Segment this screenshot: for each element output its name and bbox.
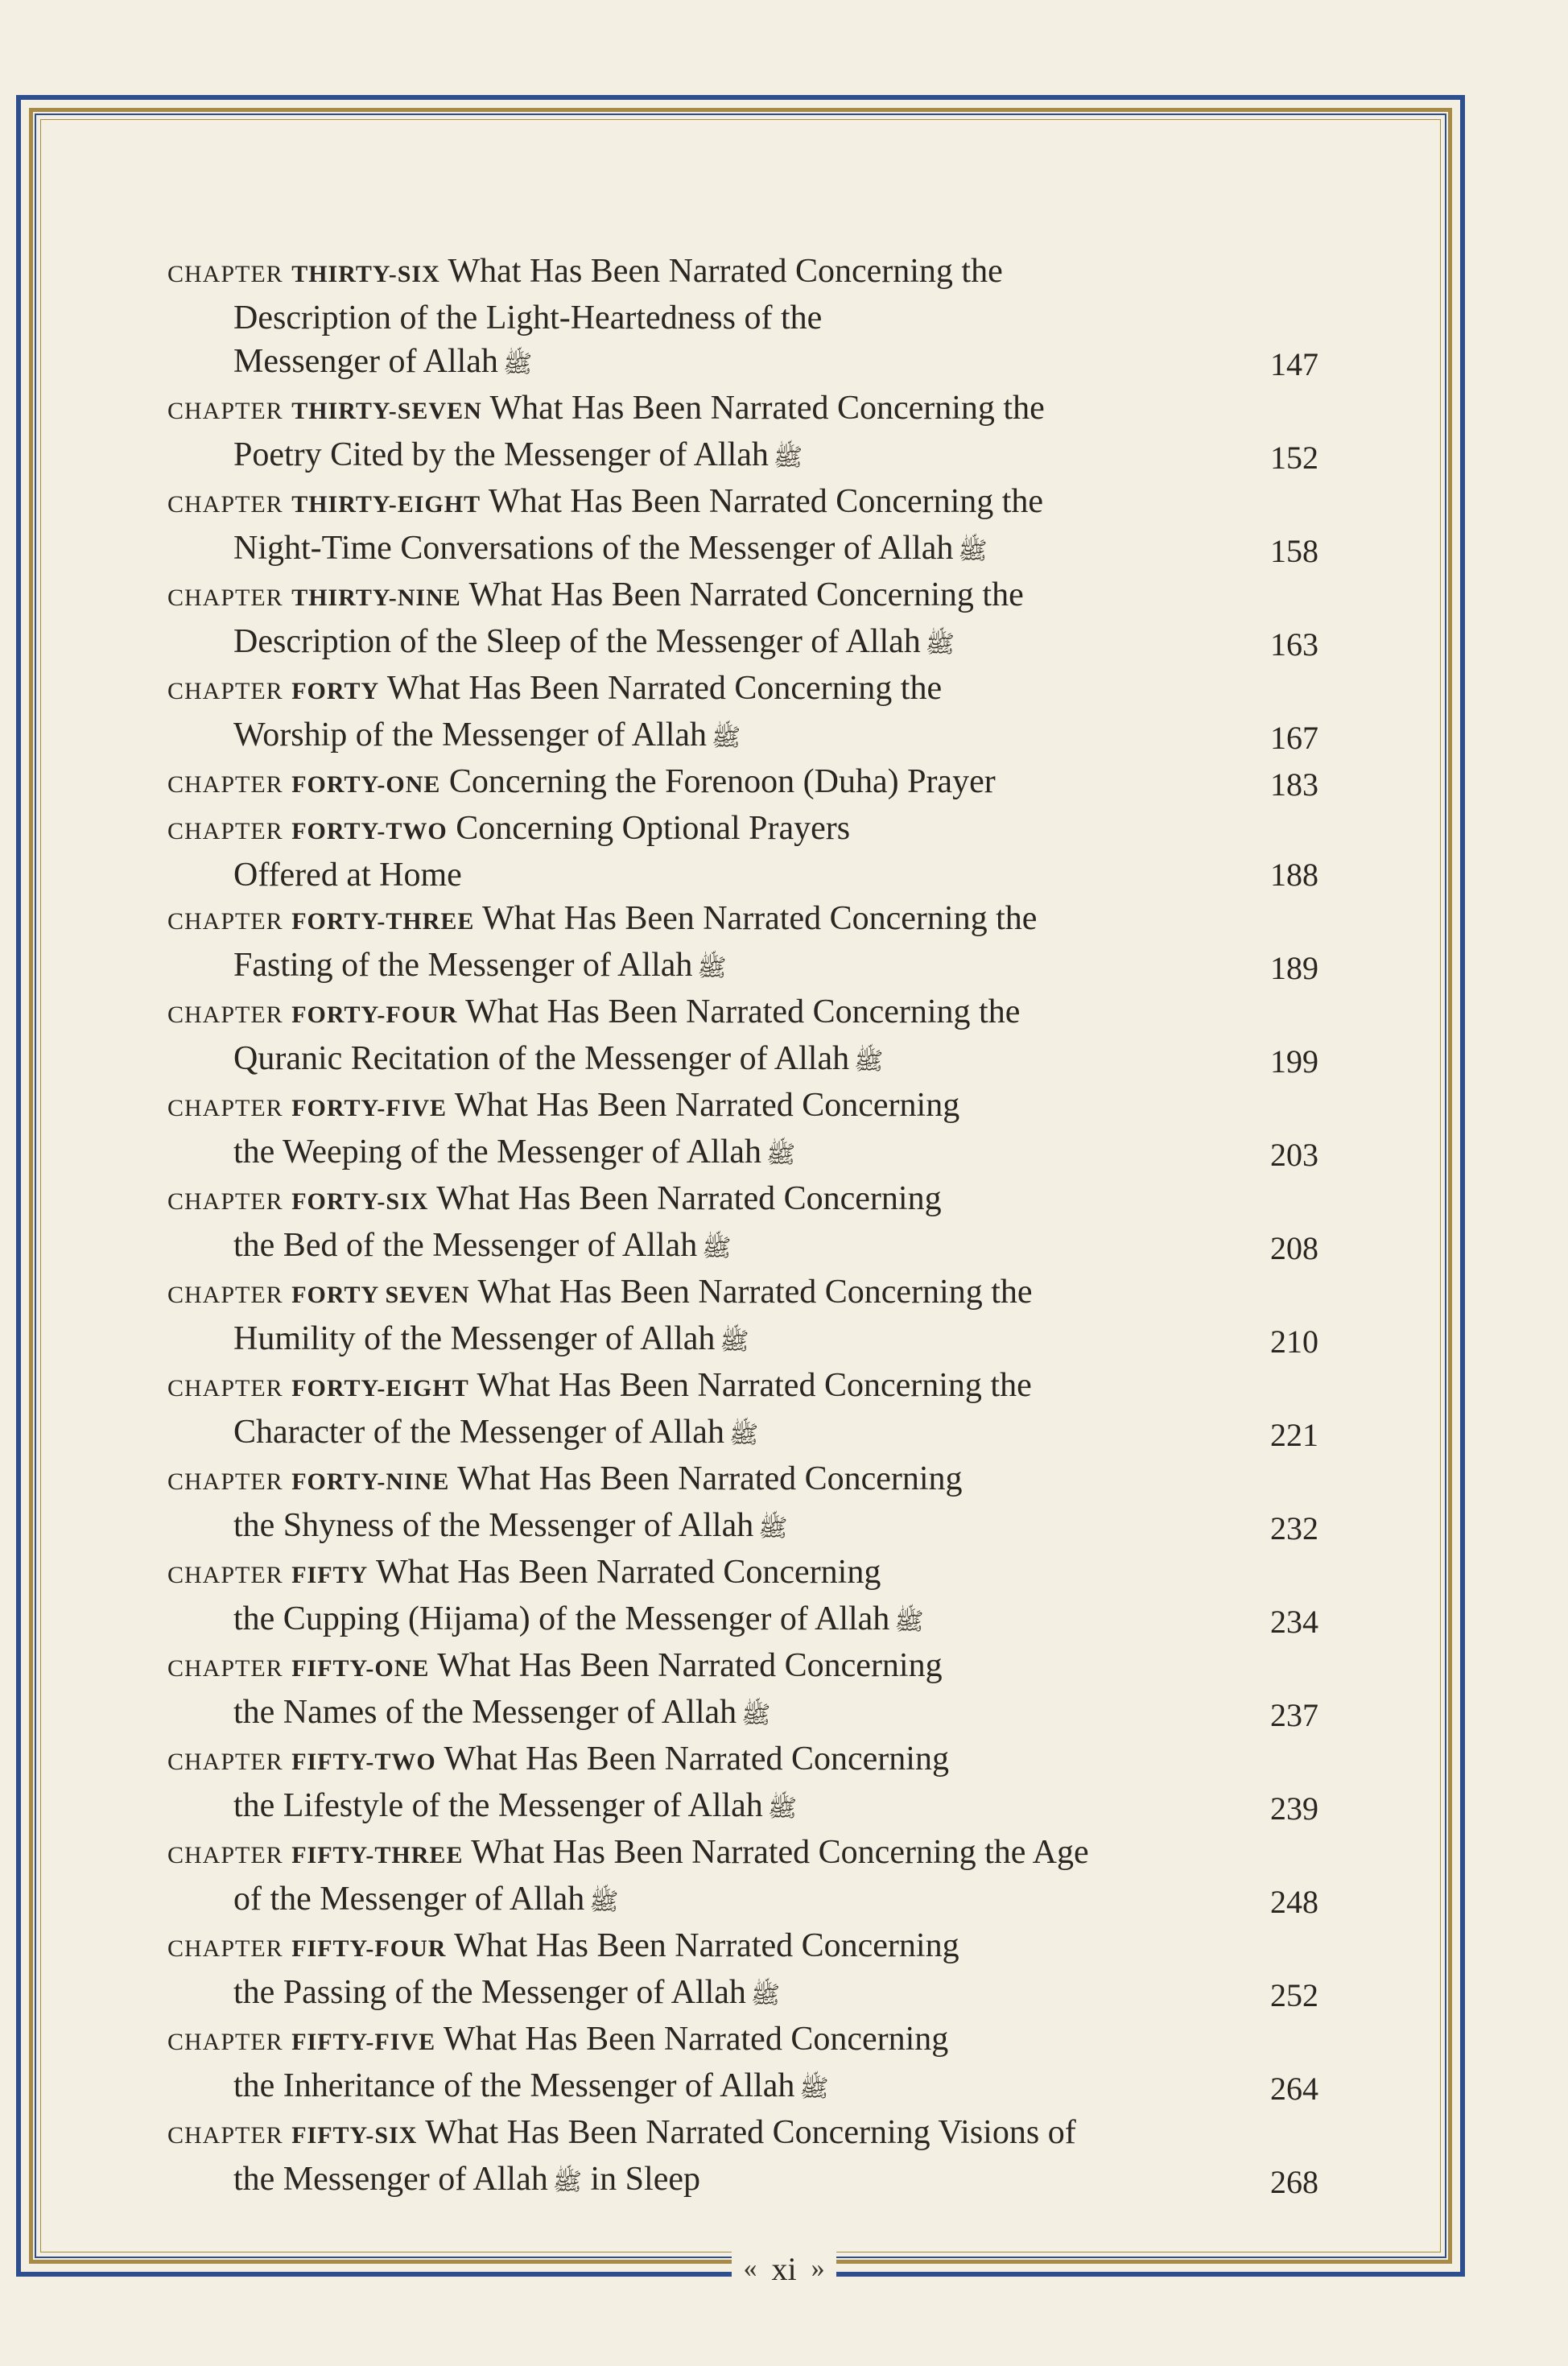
- toc-entry: [167, 1924, 1318, 2017]
- toc-entry: [167, 1831, 1318, 1924]
- chapter-title-text: What Has Been Narrated Concerning Visions of: [425, 2114, 1076, 2151]
- salutation-glyph-icon: ﷺ: [894, 1608, 924, 1635]
- toc-entry-continuation-line: [167, 713, 1318, 760]
- toc-entry: [167, 1177, 1318, 1270]
- chapter-title-text: What Has Been Narrated Concerning the: [477, 1274, 1033, 1311]
- toc-entry-first-line: [167, 573, 1318, 620]
- toc-entry-continuation-line: [167, 1877, 1318, 1924]
- chapter-title-text: Worship of the Messenger of Allah: [233, 716, 707, 754]
- toc-entry-first-line: [167, 2111, 1318, 2157]
- chapter-title-text: What Has Been Narrated Concerning the: [482, 900, 1038, 937]
- toc-entry-continuation-line: [167, 1037, 1318, 1084]
- chapter-number: FORTY-FIVE: [291, 1095, 448, 1121]
- toc-page-number[interactable]: 163: [1270, 626, 1318, 663]
- chapter-label: CHAPTER: [167, 1749, 283, 1775]
- toc-entry-first-line: [167, 807, 1318, 853]
- chapter-title-text: What Has Been Narrated Concerning: [457, 1460, 963, 1497]
- chapter-number: FIFTY-ONE: [291, 1655, 430, 1682]
- chapter-label: CHAPTER: [167, 1562, 283, 1588]
- toc-page-number[interactable]: 232: [1270, 1510, 1318, 1546]
- chapter-label: CHAPTER: [167, 1001, 283, 1028]
- toc-entry-continuation-line: [167, 1130, 1318, 1177]
- toc-page-number[interactable]: 268: [1270, 2164, 1318, 2200]
- chapter-label: CHAPTER: [167, 818, 283, 844]
- toc-entry: [167, 250, 1318, 386]
- toc-entry-first-line: [167, 1270, 1318, 1317]
- salutation-glyph-icon: ﷺ: [702, 1235, 732, 1261]
- chapter-title-text: Night-Time Conversations of the Messenger of Allah: [233, 530, 954, 567]
- salutation-glyph-icon: ﷺ: [697, 955, 727, 981]
- toc-entry: [167, 897, 1318, 990]
- toc-entry-first-line: [167, 1737, 1318, 1784]
- chapter-label: CHAPTER: [167, 398, 283, 424]
- toc-entry-continuation-line: [167, 1410, 1318, 1457]
- chapter-label: CHAPTER: [167, 1468, 283, 1495]
- toc-page-number[interactable]: 248: [1270, 1884, 1318, 1920]
- chapter-number: FORTY-EIGHT: [291, 1375, 469, 1402]
- toc-entry-first-line: [167, 990, 1318, 1037]
- toc-entry: [167, 386, 1318, 480]
- chapter-label: CHAPTER: [167, 1188, 283, 1215]
- toc-entry-first-line: [167, 480, 1318, 526]
- chapter-title-text: What Has Been Narrated Concerning: [444, 1740, 949, 1778]
- toc-page-number[interactable]: 234: [1270, 1604, 1318, 1640]
- toc-entry-first-line: [167, 667, 1318, 713]
- chapter-title-text: Humility of the Messenger of Allah: [233, 1320, 716, 1357]
- chapter-number: FORTY: [291, 678, 380, 704]
- chapter-title-text: What Has Been Narrated Concerning the: [468, 576, 1024, 613]
- salutation-glyph-icon: ﷺ: [766, 1142, 796, 1168]
- salutation-glyph-icon: ﷺ: [758, 1515, 788, 1542]
- toc-entry-continuation-line: [167, 620, 1318, 667]
- page-number: xi: [771, 2250, 797, 2287]
- chapter-title-text: the Messenger of Allah: [233, 2161, 548, 2198]
- left-ornament-icon: «: [743, 2253, 757, 2283]
- toc-page-number[interactable]: 147: [1270, 346, 1318, 382]
- toc-entry: [167, 1270, 1318, 1364]
- toc-entry: [167, 2017, 1318, 2111]
- chapter-title-text: the Bed of the Messenger of Allah: [233, 1227, 698, 1264]
- chapter-title-text: the Cupping (Hijama) of the Messenger of Allah: [233, 1600, 890, 1637]
- toc-entry-first-line: [167, 250, 1318, 296]
- chapter-title-text: Messenger of Allah: [233, 343, 498, 380]
- chapter-label: CHAPTER: [167, 678, 283, 704]
- chapter-label: CHAPTER: [167, 1282, 283, 1308]
- chapter-label: CHAPTER: [167, 2122, 283, 2149]
- salutation-glyph-icon: ﷺ: [728, 1422, 759, 1448]
- chapter-title-text: Description of the Light-Heartedness of the: [233, 299, 823, 337]
- table-of-contents: [167, 250, 1318, 2204]
- toc-page-number[interactable]: 167: [1270, 720, 1318, 756]
- toc-entry-first-line: [167, 2017, 1318, 2064]
- toc-entry: [167, 2111, 1318, 2204]
- toc-entry-first-line: [167, 1550, 1318, 1597]
- toc-entry: [167, 573, 1318, 667]
- salutation-glyph-icon: ﷺ: [750, 1982, 781, 2009]
- chapter-title-text: What Has Been Narrated Concerning the: [477, 1367, 1032, 1404]
- toc-page-number[interactable]: 208: [1270, 1230, 1318, 1266]
- toc-entry-first-line: [167, 1457, 1318, 1504]
- salutation-glyph-icon: ﷺ: [958, 538, 988, 564]
- chapter-number: FORTY-ONE: [291, 771, 441, 798]
- salutation-glyph-icon: ﷺ: [589, 1889, 619, 1915]
- chapter-number: FORTY-FOUR: [291, 1001, 458, 1028]
- chapter-title-text: Description of the Sleep of the Messenger of Allah: [233, 623, 921, 660]
- toc-entry-first-line: [167, 1831, 1318, 1877]
- chapter-label: CHAPTER: [167, 584, 283, 611]
- toc-entry: [167, 480, 1318, 573]
- toc-page-number[interactable]: 158: [1270, 533, 1318, 569]
- salutation-glyph-icon: ﷺ: [925, 631, 955, 658]
- toc-page-number[interactable]: 188: [1270, 857, 1318, 893]
- toc-entry: [167, 760, 1318, 807]
- salutation-glyph-icon: ﷺ: [552, 2169, 582, 2195]
- chapter-number: FIFTY-SIX: [291, 2122, 418, 2149]
- salutation-glyph-icon: ﷺ: [854, 1048, 884, 1075]
- chapter-title-text: What Has Been Narrated Concerning: [454, 1087, 960, 1124]
- chapter-title-text: What Has Been Narrated Concerning the: [448, 253, 1003, 290]
- toc-entry-continuation-line: [167, 1224, 1318, 1270]
- chapter-title-text: What Has Been Narrated Concerning: [437, 1647, 943, 1684]
- chapter-title-text: Concerning the Forenoon (Duha) Prayer: [448, 763, 996, 800]
- page-footer: [0, 2244, 1568, 2293]
- chapter-title-text: What Has Been Narrated Concerning the: [386, 670, 943, 707]
- chapter-number: FIFTY-TWO: [291, 1749, 436, 1775]
- toc-entry: [167, 1084, 1318, 1177]
- chapter-number: THIRTY-SEVEN: [291, 398, 482, 424]
- chapter-title-text: Poetry Cited by the Messenger of Allah: [233, 436, 769, 473]
- toc-entry-continuation-line: [167, 296, 1318, 340]
- toc-entry-continuation-line: [167, 526, 1318, 573]
- toc-entry-first-line: [167, 386, 1318, 433]
- chapter-number: FIFTY-FOUR: [291, 1935, 447, 1962]
- toc-entry: [167, 1457, 1318, 1550]
- toc-page-number[interactable]: 237: [1270, 1697, 1318, 1733]
- right-ornament-icon: »: [811, 2253, 825, 2283]
- toc-entry: [167, 990, 1318, 1084]
- chapter-title-text: What Has Been Narrated Concerning the Age: [471, 1834, 1089, 1871]
- toc-page-number[interactable]: 264: [1270, 2071, 1318, 2107]
- chapter-label: CHAPTER: [167, 1842, 283, 1868]
- toc-entry: [167, 807, 1318, 897]
- toc-entry-continuation-line: [167, 1504, 1318, 1550]
- toc-entry-first-line: [167, 1364, 1318, 1410]
- chapter-number: FIFTY-FIVE: [291, 2029, 436, 2055]
- chapter-label: CHAPTER: [167, 771, 283, 798]
- toc-entry-continuation-line: [167, 340, 1318, 386]
- chapter-label: CHAPTER: [167, 1655, 283, 1682]
- chapter-label: CHAPTER: [167, 908, 283, 935]
- chapter-label: CHAPTER: [167, 1375, 283, 1402]
- toc-entry: [167, 1737, 1318, 1831]
- toc-entry: [167, 667, 1318, 760]
- toc-entry: [167, 1550, 1318, 1644]
- toc-entry-continuation-line: [167, 433, 1318, 480]
- chapter-title-trailing-text: in Sleep: [590, 2161, 700, 2198]
- chapter-label: CHAPTER: [167, 491, 283, 518]
- chapter-title-text: What Has Been Narrated Concerning: [454, 1927, 959, 1964]
- chapter-title-text: Concerning Optional Prayers: [456, 810, 851, 847]
- toc-page-number[interactable]: 152: [1270, 440, 1318, 476]
- chapter-number: THIRTY-SIX: [291, 261, 440, 287]
- chapter-number: THIRTY-NINE: [291, 584, 461, 611]
- toc-entry: [167, 1364, 1318, 1457]
- chapter-title-text: the Passing of the Messenger of Allah: [233, 1974, 746, 2011]
- chapter-number: FORTY-THREE: [291, 908, 475, 935]
- chapter-label: CHAPTER: [167, 261, 283, 287]
- toc-entry-continuation-line: [167, 1597, 1318, 1644]
- chapter-title-text: the Shyness of the Messenger of Allah: [233, 1507, 754, 1544]
- salutation-glyph-icon: ﷺ: [767, 1795, 798, 1822]
- toc-entry-continuation-line: [167, 1691, 1318, 1737]
- toc-entry-first-line: [167, 897, 1318, 944]
- toc-page-number[interactable]: 239: [1270, 1790, 1318, 1827]
- chapter-title-text: the Lifestyle of the Messenger of Allah: [233, 1787, 763, 1824]
- toc-page-number[interactable]: 183: [1270, 766, 1318, 803]
- salutation-glyph-icon: ﷺ: [741, 1702, 771, 1728]
- chapter-title-text: What Has Been Narrated Concerning the: [489, 390, 1045, 427]
- toc-entry-first-line: [167, 760, 1318, 807]
- chapter-title-text: Offered at Home: [233, 857, 462, 894]
- toc-entry-continuation-line: [167, 1317, 1318, 1364]
- toc-entry-continuation-line: [167, 1971, 1318, 2017]
- chapter-title-text: What Has Been Narrated Concerning: [436, 1180, 942, 1217]
- toc-page-number[interactable]: 199: [1270, 1043, 1318, 1080]
- chapter-title-text: What Has Been Narrated Concerning the: [465, 993, 1021, 1030]
- chapter-title-text: the Weeping of the Messenger of Allah: [233, 1133, 762, 1171]
- chapter-number: FORTY-NINE: [291, 1468, 450, 1495]
- toc-page-number[interactable]: 221: [1270, 1417, 1318, 1453]
- toc-entry-continuation-line: [167, 2064, 1318, 2111]
- chapter-label: CHAPTER: [167, 2029, 283, 2055]
- toc-entry-continuation-line: [167, 853, 1318, 897]
- toc-page-number[interactable]: 203: [1270, 1137, 1318, 1173]
- chapter-label: CHAPTER: [167, 1095, 283, 1121]
- salutation-glyph-icon: ﷺ: [773, 444, 803, 471]
- toc-entry: [167, 1644, 1318, 1737]
- toc-entry-continuation-line: [167, 1784, 1318, 1831]
- page-number-block: [732, 2250, 836, 2288]
- chapter-title-text: of the Messenger of Allah: [233, 1881, 585, 1918]
- toc-entry-continuation-line: [167, 2157, 1318, 2204]
- toc-entry-first-line: [167, 1644, 1318, 1691]
- chapter-title-text: What Has Been Narrated Concerning: [443, 2021, 949, 2058]
- chapter-title-text: What Has Been Narrated Concerning the: [488, 483, 1044, 520]
- chapter-number: FIFTY: [291, 1562, 369, 1588]
- chapter-number: FIFTY-THREE: [291, 1842, 464, 1868]
- toc-page-number[interactable]: 210: [1270, 1323, 1318, 1360]
- chapter-number: THIRTY-EIGHT: [291, 491, 481, 518]
- toc-entry-continuation-line: [167, 944, 1318, 990]
- toc-page-number[interactable]: 189: [1270, 950, 1318, 986]
- salutation-glyph-icon: ﷺ: [799, 2075, 829, 2102]
- chapter-number: FORTY-TWO: [291, 818, 448, 844]
- toc-entry-first-line: [167, 1177, 1318, 1224]
- chapter-title-text: Fasting of the Messenger of Allah: [233, 947, 693, 984]
- chapter-number: FORTY SEVEN: [291, 1282, 470, 1308]
- chapter-title-text: the Names of the Messenger of Allah: [233, 1694, 737, 1731]
- toc-entry-first-line: [167, 1084, 1318, 1130]
- chapter-number: FORTY-SIX: [291, 1188, 429, 1215]
- chapter-title-text: the Inheritance of the Messenger of Allah: [233, 2067, 795, 2104]
- salutation-glyph-icon: ﷺ: [502, 351, 533, 378]
- salutation-glyph-icon: ﷺ: [712, 725, 741, 751]
- chapter-title-text: What Has Been Narrated Concerning: [375, 1554, 881, 1591]
- salutation-glyph-icon: ﷺ: [720, 1328, 749, 1355]
- toc-page-number[interactable]: 252: [1270, 1977, 1318, 2013]
- chapter-title-text: Character of the Messenger of Allah: [233, 1414, 724, 1451]
- chapter-label: CHAPTER: [167, 1935, 283, 1962]
- toc-entry-first-line: [167, 1924, 1318, 1971]
- chapter-title-text: Quranic Recitation of the Messenger of Allah: [233, 1040, 850, 1077]
